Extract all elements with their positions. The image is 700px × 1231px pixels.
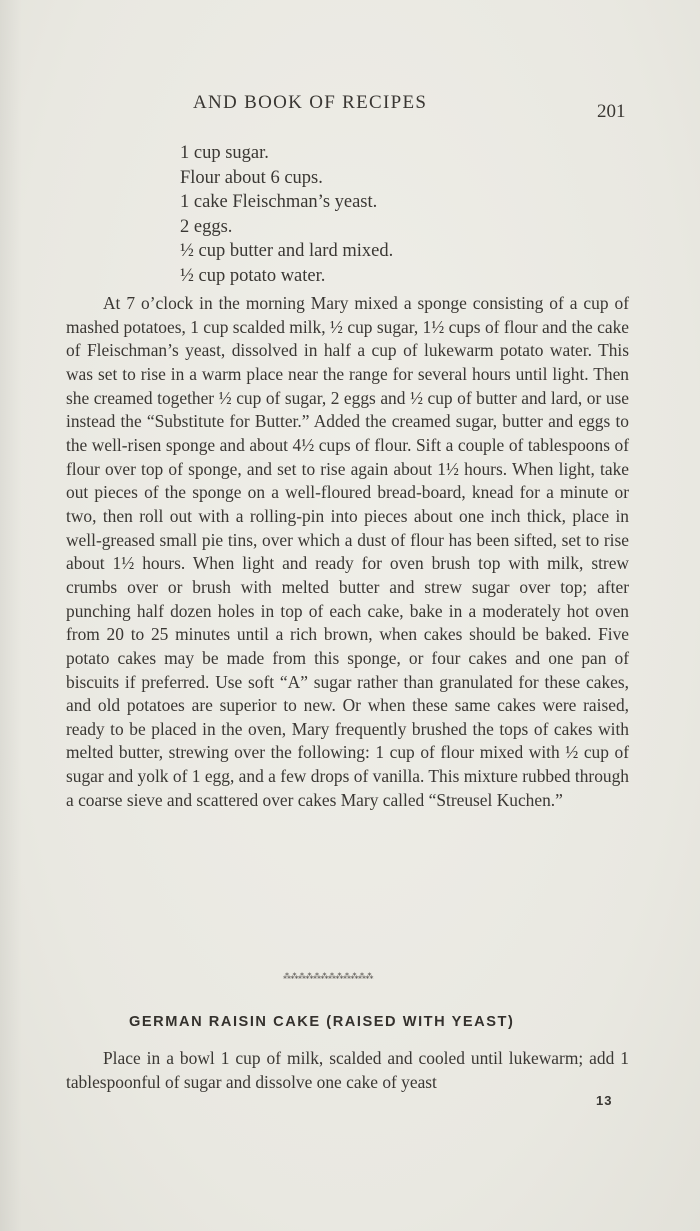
recipe-method-paragraph: At 7 o’clock in the morning Mary mixed a sponge consisting of a cup of mashed potatoes, 1 cup scalded milk, ½ cup sugar, 1½ cups of flour and the cake of Fleischman’s yeast, dissolved in half a cup of lukewarm potato water. This was set to rise in a warm place near the range for several hours until light. Then she creamed together ½ cup of sugar, 2 eggs and ½ cup of butter and lard, or use instead the “Substitute for Butter.” Added the creamed sugar, butter and eggs to the well-risen sponge and about 4½ cups of flour. Sift a couple of tablespoons of flour over top of sponge, and set to rise again about 1½ hours. When light, take out pieces of the sponge on a well-floured bread-board, knead for a minute or two, then roll out with a rolling-pin into pieces about one inch thick, place in well-greased small pie tins, over which a dust of flour has been sifted, set to rise about 1½ hours. When light and ready for oven brush top with milk, strew crumbs over or brush with melted butter and strew sugar over top; after punching half dozen holes in top of each cake, bake in a moderately hot oven from 20 to 25 minutes until a rich brown, when cakes should be baked. Five potato cakes may be made from this sponge, or four cakes and one pan of biscuits if preferred. Use soft “A” sugar rather than granulated for these cakes, and old potatoes are superior to new. Or when these same cakes were raised, ready to be placed in the oven, Mary frequently brushed the tops of cakes with melted butter, strewing over the following: 1 cup of flour mixed with ½ cup of sugar and yolk of 1 egg, and a few drops of vanilla. This mixture rubbed through a coarse sieve and scattered over cakes Mary called “Streusel Kuchen.” (66, 293, 629, 810)
page-number: 201 (597, 101, 626, 122)
ingredient-item: ½ cup butter and lard mixed. (180, 241, 394, 262)
ingredient-item: ½ cup potato water. (180, 265, 326, 286)
ingredient-item: 1 cup sugar. (180, 143, 269, 163)
running-head: AND BOOK OF RECIPES (193, 92, 428, 113)
ingredient-item: 2 eggs. (180, 216, 233, 237)
recipe-intro-paragraph: Place in a bowl 1 cup of milk, scalded and cooled until lukewarm; add 1 tablespoonful of sugar and dissolve one cake of yeast (66, 1048, 629, 1092)
recipe-heading: GERMAN RAISIN CAKE (RAISED WITH YEAST) (129, 1014, 515, 1030)
signature-mark: 13 (596, 1093, 613, 1108)
ingredient-item: 1 cake Fleischman’s yeast. (180, 192, 378, 213)
ingredient-item: Flour about 6 cups. (180, 167, 323, 188)
ingredient-list (180, 141, 393, 289)
gutter-shadow (0, 0, 22, 1231)
section-divider-ornament: ⁂⁂⁂⁂⁂⁂⁂⁂⁂⁂⁂⁂ (283, 972, 373, 981)
